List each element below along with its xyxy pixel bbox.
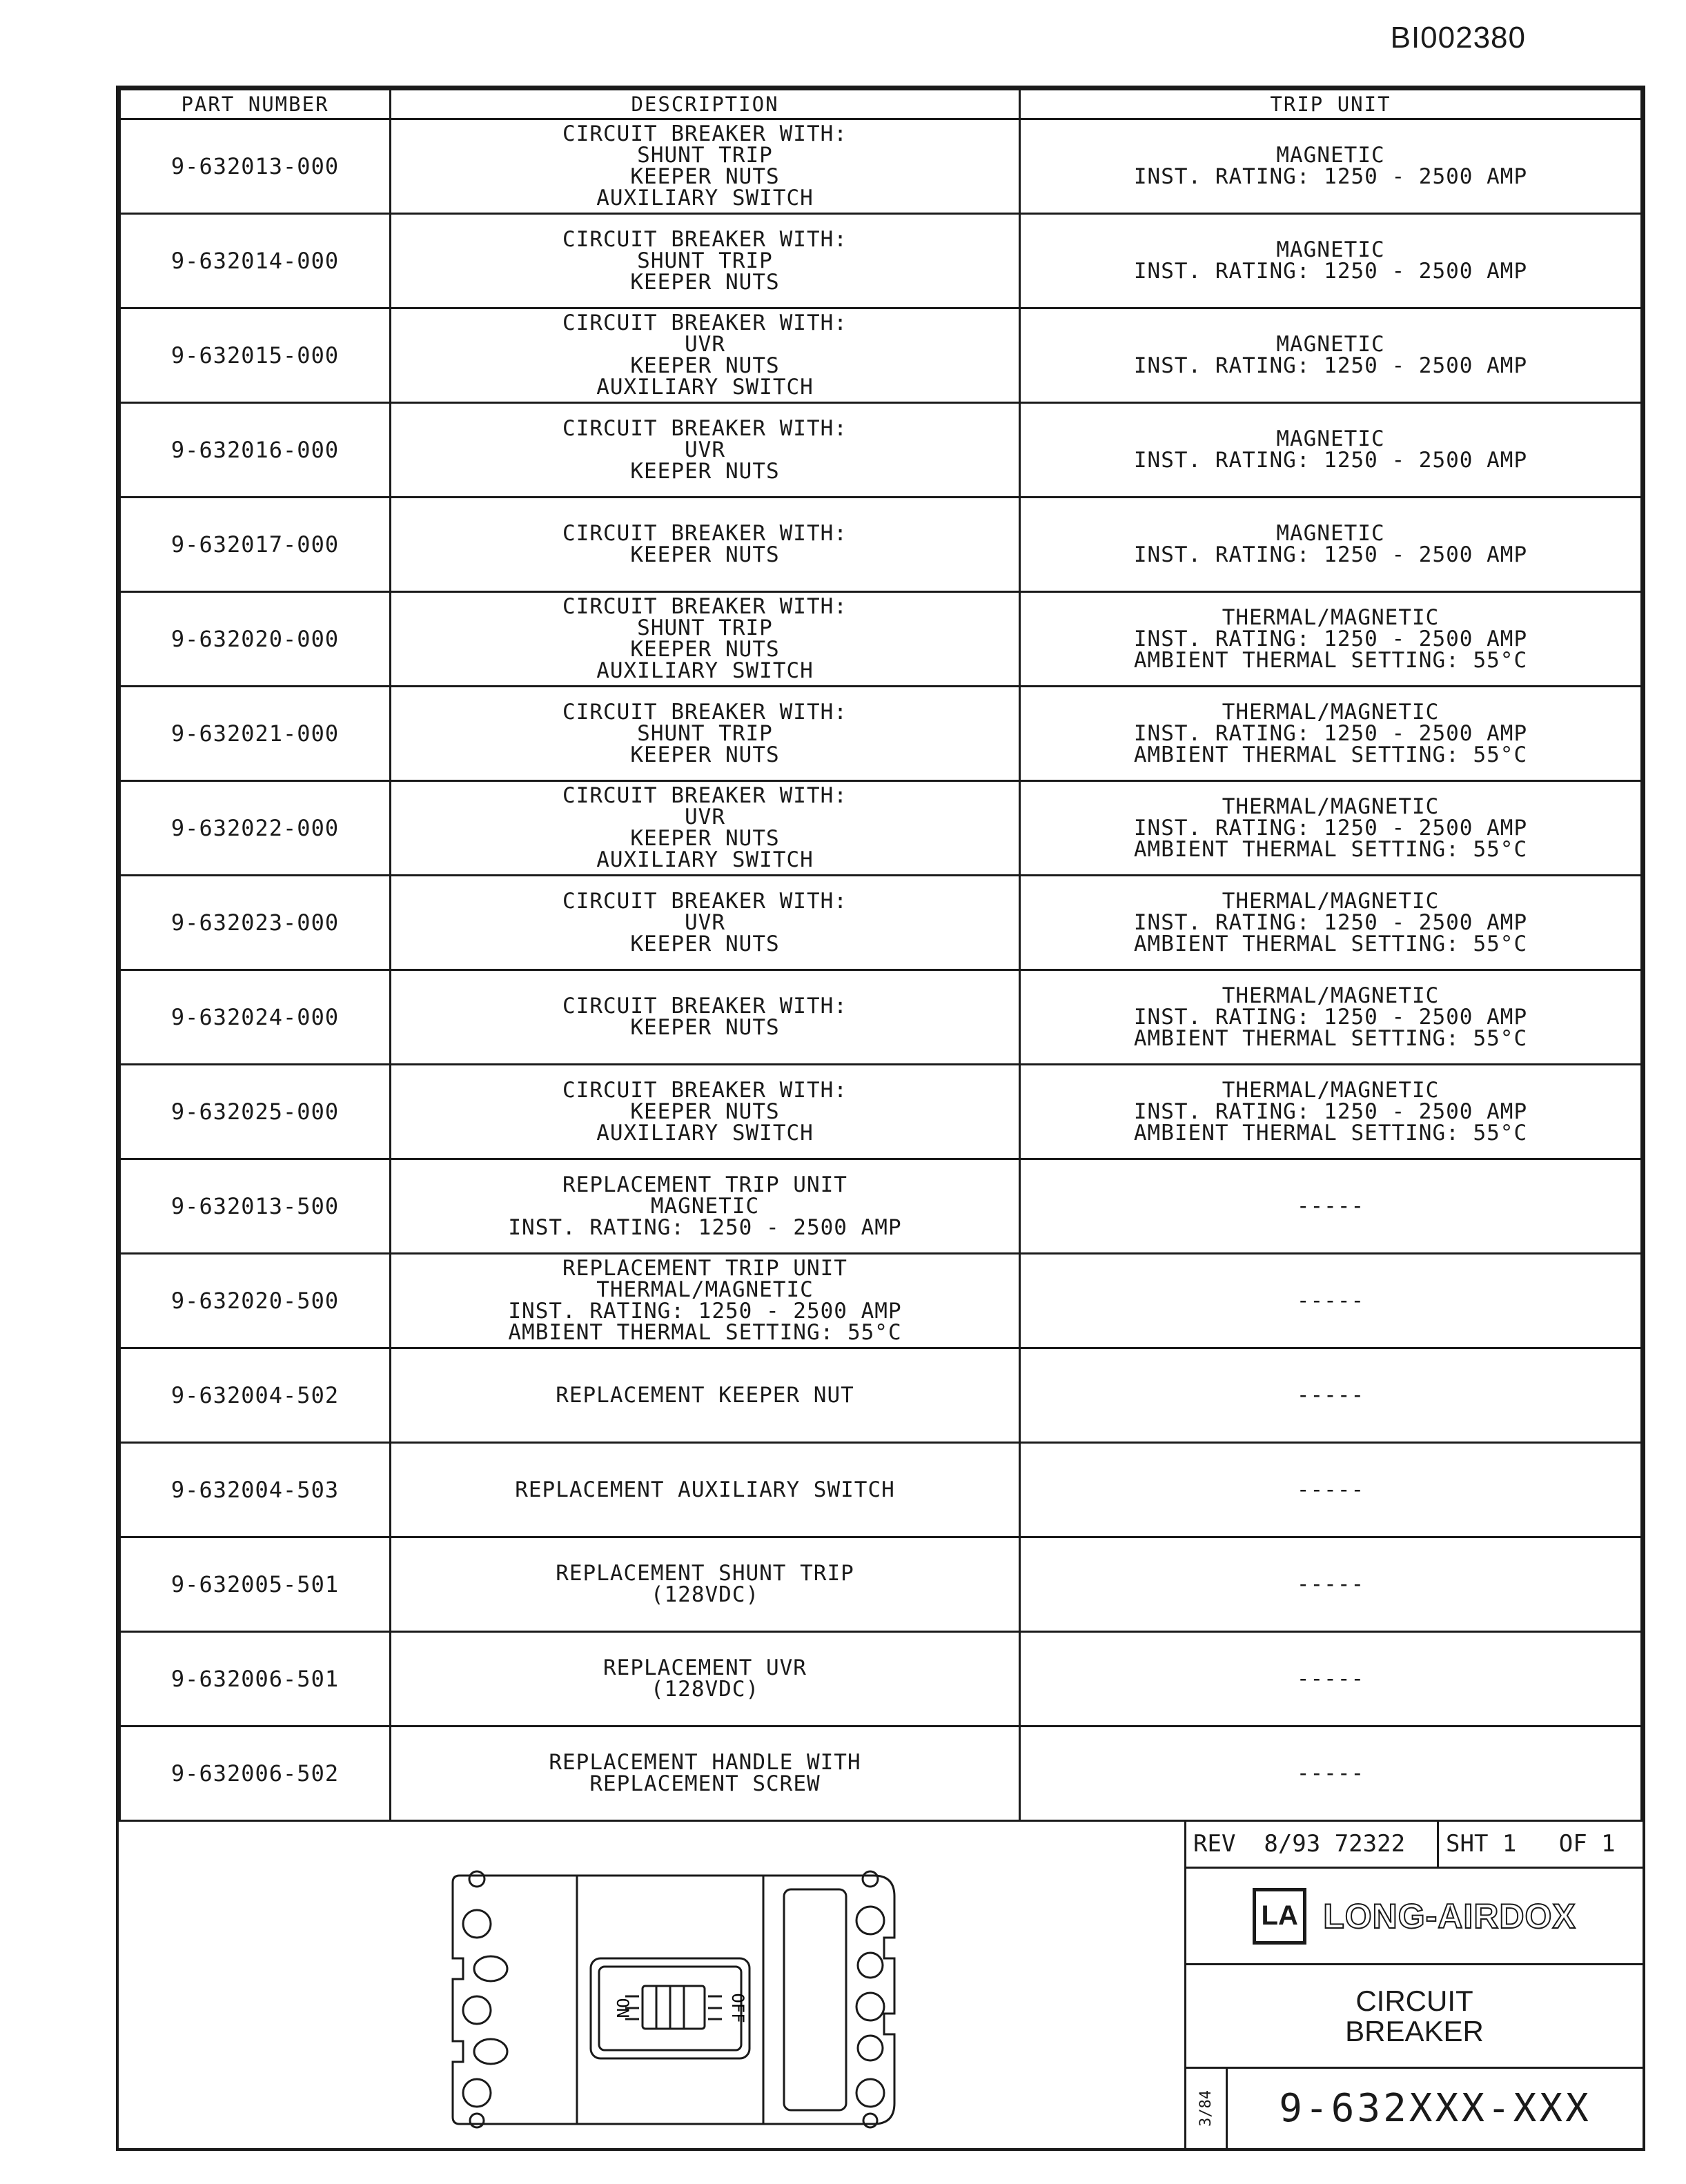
- trip-unit-line: INST. RATING: 1250 - 2500 AMP: [1133, 1004, 1528, 1030]
- trip-unit-line: THERMAL/MAGNETIC: [1222, 699, 1440, 725]
- trip-unit-line: -----: [1296, 1571, 1365, 1597]
- trip-unit-line: -----: [1296, 1193, 1365, 1219]
- description-cell: [391, 1254, 1020, 1348]
- trip-unit-cell: [1020, 1254, 1642, 1348]
- terminal-right-4: [856, 1993, 884, 2020]
- trip-unit-line: -----: [1296, 1760, 1365, 1786]
- description-line: SHUNT TRIP: [637, 248, 773, 273]
- description-line: KEEPER NUTS: [630, 164, 780, 189]
- description-cell: [391, 1726, 1020, 1821]
- terminal-right-7: [863, 2114, 877, 2127]
- part-number-cell: 9-632022-000: [120, 781, 391, 876]
- trip-unit-cell: [1020, 970, 1642, 1065]
- description-line: SHUNT TRIP: [637, 616, 773, 640]
- description-line: CIRCUIT BREAKER WITH:: [562, 994, 847, 1019]
- parts-table: [119, 88, 1643, 1822]
- terminal-right-5: [858, 2036, 883, 2060]
- trip-unit-line: THERMAL/MAGNETIC: [1222, 888, 1440, 914]
- description-line: KEEPER NUTS: [630, 269, 780, 295]
- description-line: KEEPER NUTS: [630, 1099, 780, 1124]
- terminal-right-1: [863, 1871, 878, 1887]
- parts-table-body: [120, 119, 1642, 1821]
- description-line: REPLACEMENT KEEPER NUT: [556, 1382, 854, 1408]
- table-row: [120, 1726, 1642, 1821]
- trip-unit-line: INST. RATING: 1250 - 2500 AMP: [1133, 720, 1528, 746]
- trip-unit-line: AMBIENT THERMAL SETTING: 55°C: [1133, 647, 1528, 673]
- title-block: [1184, 1820, 1643, 2148]
- description-cell: [391, 687, 1020, 781]
- description-line: REPLACEMENT SCREW: [589, 1771, 821, 1796]
- table-row: [120, 1537, 1642, 1632]
- part-number-cell: 9-632006-501: [120, 1632, 391, 1726]
- company-name: LONG-AIRDOX: [1323, 1896, 1576, 1936]
- description-line: REPLACEMENT UVR: [603, 1655, 807, 1680]
- trip-unit-cell: [1020, 1443, 1642, 1537]
- description-line: SHUNT TRIP: [637, 143, 773, 168]
- description-cell: [391, 592, 1020, 687]
- part-number-cell: 9-632004-503: [120, 1443, 391, 1537]
- part-number-cell: 9-632015-000: [120, 308, 391, 403]
- revision-info: REV 8/93 72322: [1186, 1820, 1439, 1867]
- description-line: (128VDC): [650, 1582, 760, 1607]
- description-line: AUXILIARY SWITCH: [596, 375, 814, 400]
- description-line: REPLACEMENT SHUNT TRIP: [556, 1561, 854, 1586]
- sheet-info: SHT 1 OF 1: [1446, 1829, 1616, 1858]
- drawing-number-row: [1186, 2069, 1643, 2148]
- trip-unit-line: INST. RATING: 1250 - 2500 AMP: [1133, 448, 1528, 473]
- description-line: KEEPER NUTS: [630, 826, 780, 851]
- trip-unit-line: MAGNETIC: [1276, 521, 1385, 546]
- description-line: CIRCUIT BREAKER WITH:: [562, 226, 847, 252]
- description-line: INST. RATING: 1250 - 2500 AMP: [508, 1299, 902, 1324]
- table-row: [120, 403, 1642, 498]
- part-number-cell: 9-632013-000: [120, 119, 391, 214]
- trip-unit-line: MAGNETIC: [1276, 426, 1385, 451]
- part-number-cell: 9-632013-500: [120, 1159, 391, 1254]
- table-row: [120, 876, 1642, 970]
- trip-unit-line: INST. RATING: 1250 - 2500 AMP: [1133, 626, 1528, 651]
- terminal-left-6: [463, 2079, 491, 2107]
- company-logo-icon: LA: [1253, 1888, 1306, 1945]
- trip-unit-line: THERMAL/MAGNETIC: [1222, 983, 1440, 1008]
- table-row: [120, 214, 1642, 308]
- header-trip-unit: TRIP UNIT: [1020, 90, 1642, 119]
- trip-unit-cell: [1020, 1159, 1642, 1254]
- part-number-cell: 9-632023-000: [120, 876, 391, 970]
- description-line: INST. RATING: 1250 - 2500 AMP: [508, 1214, 902, 1240]
- trip-unit-line: INST. RATING: 1250 - 2500 AMP: [1133, 542, 1528, 567]
- description-line: KEEPER NUTS: [630, 637, 780, 662]
- trip-unit-cell: [1020, 781, 1642, 876]
- table-row: [120, 687, 1642, 781]
- description-line: KEEPER NUTS: [630, 742, 780, 767]
- table-row: [120, 781, 1642, 876]
- trip-unit-line: AMBIENT THERMAL SETTING: 55°C: [1133, 836, 1528, 862]
- description-line: AUXILIARY SWITCH: [596, 847, 814, 872]
- description-cell: [391, 781, 1020, 876]
- breaker-right-window: [784, 1889, 846, 2110]
- terminal-left-7: [470, 2114, 484, 2127]
- trip-unit-line: THERMAL/MAGNETIC: [1222, 1077, 1440, 1103]
- description-cell: [391, 498, 1020, 592]
- trip-unit-cell: [1020, 1632, 1642, 1726]
- description-line: CIRCUIT BREAKER WITH:: [562, 888, 847, 914]
- table-row: [120, 498, 1642, 592]
- description-cell: [391, 970, 1020, 1065]
- description-line: MAGNETIC: [650, 1193, 760, 1219]
- part-number-cell: 9-632014-000: [120, 214, 391, 308]
- description-line: KEEPER NUTS: [630, 458, 780, 484]
- trip-unit-line: MAGNETIC: [1276, 237, 1385, 262]
- header-description: DESCRIPTION: [391, 90, 1020, 119]
- description-line: CIRCUIT BREAKER WITH:: [562, 311, 847, 335]
- description-line: CIRCUIT BREAKER WITH:: [562, 783, 847, 808]
- description-line: AUXILIARY SWITCH: [596, 1120, 814, 1145]
- circuit-breaker-drawing: [439, 1855, 922, 2138]
- description-line: REPLACEMENT TRIP UNIT: [562, 1172, 847, 1197]
- breaker-on-label: ON: [613, 1998, 632, 2018]
- terminal-right-3: [858, 1953, 883, 1978]
- part-number-cell: 9-632020-500: [120, 1254, 391, 1348]
- description-line: CIRCUIT BREAKER WITH:: [562, 594, 847, 619]
- description-cell: [391, 1348, 1020, 1443]
- description-line: UVR: [685, 805, 725, 829]
- terminal-left-4: [463, 1996, 491, 2024]
- part-number-cell: 9-632016-000: [120, 403, 391, 498]
- description-line: CIRCUIT BREAKER WITH:: [562, 121, 847, 146]
- trip-unit-line: -----: [1296, 1477, 1365, 1502]
- description-line: AUXILIARY SWITCH: [596, 658, 814, 683]
- table-header-row: [120, 90, 1642, 119]
- terminal-right-6: [856, 2079, 884, 2107]
- description-cell: [391, 1537, 1020, 1632]
- description-cell: [391, 119, 1020, 214]
- description-line: REPLACEMENT AUXILIARY SWITCH: [515, 1477, 895, 1502]
- date-code-cell: [1186, 2069, 1228, 2148]
- description-cell: [391, 403, 1020, 498]
- description-cell: [391, 1632, 1020, 1726]
- trip-unit-cell: [1020, 687, 1642, 781]
- description-cell: [391, 1065, 1020, 1159]
- drawing-title: [1186, 1965, 1643, 2069]
- table-row: [120, 970, 1642, 1065]
- trip-unit-cell: [1020, 119, 1642, 214]
- description-line: REPLACEMENT TRIP UNIT: [562, 1256, 847, 1281]
- part-number-cell: 9-632021-000: [120, 687, 391, 781]
- description-line: KEEPER NUTS: [630, 353, 780, 378]
- terminal-left-1: [469, 1871, 484, 1887]
- trip-unit-line: AMBIENT THERMAL SETTING: 55°C: [1133, 1025, 1528, 1051]
- description-line: CIRCUIT BREAKER WITH:: [562, 415, 847, 441]
- trip-unit-line: THERMAL/MAGNETIC: [1222, 604, 1440, 630]
- trip-unit-line: -----: [1296, 1382, 1365, 1408]
- description-line: CIRCUIT BREAKER WITH:: [562, 699, 847, 725]
- part-number-cell: 9-632004-502: [120, 1348, 391, 1443]
- trip-unit-cell: [1020, 876, 1642, 970]
- trip-unit-cell: [1020, 1065, 1642, 1159]
- trip-unit-cell: [1020, 1348, 1642, 1443]
- terminal-left-5: [474, 2039, 507, 2064]
- part-number-cell: 9-632006-502: [120, 1726, 391, 1821]
- drawing-title-line: CIRCUIT: [1355, 1984, 1473, 2017]
- part-number-cell: 9-632005-501: [120, 1537, 391, 1632]
- header-part-number: PART NUMBER: [120, 90, 391, 119]
- table-row: [120, 1348, 1642, 1443]
- trip-unit-cell: [1020, 308, 1642, 403]
- description-line: SHUNT TRIP: [637, 720, 773, 746]
- trip-unit-line: INST. RATING: 1250 - 2500 AMP: [1133, 909, 1528, 935]
- breaker-handle: [643, 1986, 705, 2029]
- description-line: KEEPER NUTS: [630, 542, 780, 567]
- part-number-cell: 9-632025-000: [120, 1065, 391, 1159]
- company-logo: [1186, 1869, 1643, 1965]
- description-line: THERMAL/MAGNETIC: [596, 1277, 814, 1302]
- description-line: KEEPER NUTS: [630, 1015, 780, 1040]
- table-row: [120, 308, 1642, 403]
- trip-unit-line: AMBIENT THERMAL SETTING: 55°C: [1133, 742, 1528, 767]
- trip-unit-line: AMBIENT THERMAL SETTING: 55°C: [1133, 1120, 1528, 1145]
- trip-unit-cell: [1020, 214, 1642, 308]
- drawing-number: 9-632XXX-XXX: [1279, 2086, 1591, 2131]
- part-number-cell: 9-632017-000: [120, 498, 391, 592]
- trip-unit-cell: [1020, 1537, 1642, 1632]
- trip-unit-line: INST. RATING: 1250 - 2500 AMP: [1133, 1099, 1528, 1124]
- trip-unit-line: INST. RATING: 1250 - 2500 AMP: [1133, 353, 1528, 378]
- trip-unit-cell: [1020, 592, 1642, 687]
- description-line: AUXILIARY SWITCH: [596, 186, 814, 210]
- date-code: 3/84: [1197, 2090, 1215, 2127]
- breaker-off-label: OFF: [728, 1993, 747, 2023]
- trip-unit-cell: [1020, 498, 1642, 592]
- description-cell: [391, 876, 1020, 970]
- trip-unit-line: INST. RATING: 1250 - 2500 AMP: [1133, 164, 1528, 189]
- drawing-footer: [119, 1820, 1643, 2148]
- trip-unit-cell: [1020, 1726, 1642, 1821]
- drawing-sheet: [116, 86, 1645, 2151]
- description-cell: [391, 308, 1020, 403]
- terminal-right-2: [856, 1907, 884, 1934]
- table-row: [120, 1159, 1642, 1254]
- description-line: UVR: [685, 332, 725, 357]
- terminal-left-3: [474, 1956, 507, 1981]
- description-line: CIRCUIT BREAKER WITH:: [562, 1077, 847, 1103]
- table-row: [120, 1065, 1642, 1159]
- description-line: REPLACEMENT HANDLE WITH: [549, 1750, 861, 1775]
- trip-unit-line: -----: [1296, 1288, 1365, 1313]
- document-id: BI002380: [1390, 21, 1526, 55]
- description-line: (128VDC): [650, 1677, 760, 1702]
- part-number-cell: 9-632024-000: [120, 970, 391, 1065]
- description-line: AMBIENT THERMAL SETTING: 55°C: [508, 1320, 902, 1345]
- title-block-revision-row: [1186, 1820, 1643, 1869]
- trip-unit-line: INST. RATING: 1250 - 2500 AMP: [1133, 815, 1528, 840]
- description-line: CIRCUIT BREAKER WITH:: [562, 521, 847, 546]
- description-cell: [391, 214, 1020, 308]
- trip-unit-line: MAGNETIC: [1276, 143, 1385, 168]
- description-cell: [391, 1159, 1020, 1254]
- drawing-title-line: BREAKER: [1345, 2014, 1484, 2047]
- trip-unit-line: -----: [1296, 1666, 1365, 1691]
- part-number-cell: 9-632020-000: [120, 592, 391, 687]
- table-row: [120, 119, 1642, 214]
- description-cell: [391, 1443, 1020, 1537]
- trip-unit-line: THERMAL/MAGNETIC: [1222, 794, 1440, 819]
- description-line: UVR: [685, 909, 725, 935]
- table-row: [120, 1443, 1642, 1537]
- trip-unit-line: AMBIENT THERMAL SETTING: 55°C: [1133, 931, 1528, 956]
- table-row: [120, 1632, 1642, 1726]
- terminal-left-2: [463, 1910, 491, 1938]
- trip-unit-cell: [1020, 403, 1642, 498]
- trip-unit-line: MAGNETIC: [1276, 332, 1385, 357]
- description-line: KEEPER NUTS: [630, 931, 780, 956]
- table-row: [120, 1254, 1642, 1348]
- trip-unit-line: INST. RATING: 1250 - 2500 AMP: [1133, 259, 1528, 284]
- breaker-outline: [453, 1876, 894, 2124]
- table-row: [120, 592, 1642, 687]
- description-line: UVR: [685, 437, 725, 462]
